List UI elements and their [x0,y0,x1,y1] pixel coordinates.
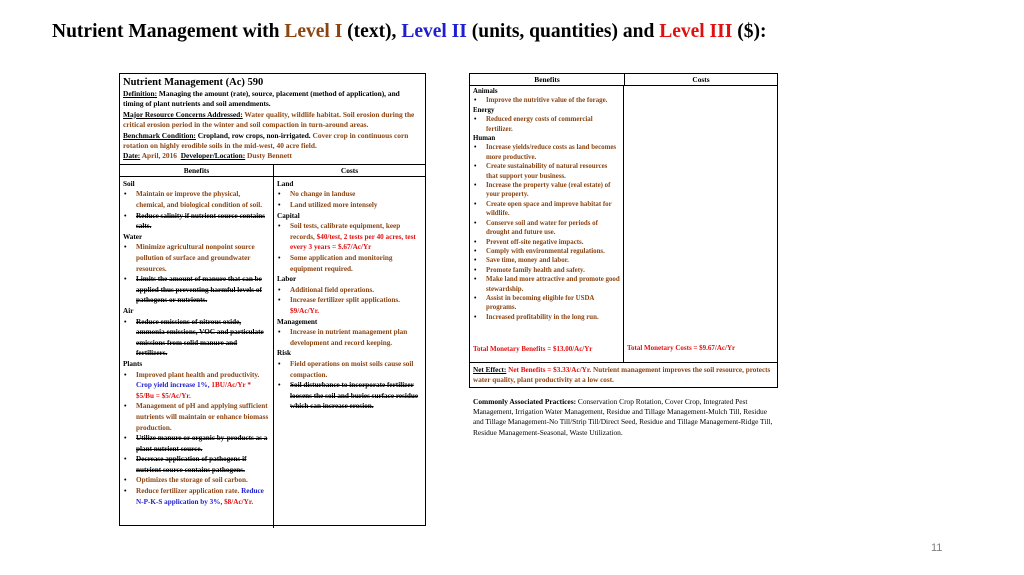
title-text: ($): [732,21,767,42]
practice-header [120,74,425,165]
list-item [277,295,422,316]
list-item: • Prevent off-site negative impacts. [473,238,620,247]
title-text: (units, quantities) and [466,21,660,42]
category-risk: Risk [277,349,291,358]
benchmark-label: Benchmark Condition: [123,130,196,140]
item-dollars: $40/test, 2 tests per 40 acres, test every 3 years = $.67/Ac/Yr [290,232,416,252]
item-text: Reduce fertilizer application rate. [136,487,240,496]
benchmark [123,131,422,152]
list-item: • Increase yields/reduce costs as land becomes more productive. [473,143,620,162]
list-item: • Assist in becoming eligible for USDA programs. [473,294,620,313]
list-item: • Promote family health and safety. [473,266,620,275]
item-dollars: $8/Ac/Yr. [224,497,254,506]
list-item: • Optimizes the storage of soil carbon. [123,475,270,486]
list-item: • Create sustainability of natural resources that support your business. [473,162,620,181]
definition-label: Definition: [123,89,158,98]
list-item: • Maintain or improve the physical, chemical, and biological condition of soil. [123,189,270,210]
list-item: • Additional field operations. [277,285,422,296]
list-item [123,486,270,507]
date-line [123,151,422,161]
level-3-label: Level III [659,21,733,42]
list-item: • Reduced energy costs of commercial fertilizer. [473,115,620,134]
developer-value: Dusty Bennett [245,151,292,161]
list-item: • Land utilized more intensely [277,200,422,211]
item-dollars: $9/Ac/Yr. [290,306,320,315]
list-item: • Increase the property value (real estate) of your property. [473,181,620,200]
net-effect [470,363,777,387]
category-energy: Energy [473,106,495,114]
benefits-header: Benefits [470,74,625,85]
costs-column [274,165,425,528]
list-item [123,370,270,402]
list-item: • Reduce emissions of nitrous oxide, ammonia emissions, VOC and particulate emissions from solid manure and fertilizers. [123,317,270,359]
costs-header: Costs [274,165,425,177]
category-animals: Animals [473,88,498,95]
list-item: • Increase in nutrient management plan development and record keeping. [277,327,422,348]
category-plants: Plants [123,359,143,368]
list-item: • Limits the amount of manure that can be applied thus preventing harmful levels of pathogens or nutrients. [123,274,270,306]
definition [123,89,422,110]
level-1-label: Level I [284,21,343,42]
title-text: Nutrient Management with [52,21,285,42]
date-value: April, 2016 [140,151,178,161]
total-benefits: Total Monetary Benefits = $13.00/Ac/Yr [473,345,593,353]
associated-text: Conservation Crop Rotation, Cover Crop, Integrated Pest Management, Irrigation Water Management, Residue and Tillage Management-Mulch Till, Residue and Tillage Management-No Till/Strip Till/Direct Seed, Residue and Tillage Management-Ridge Till, Residue Management-Seasonal, Waste Utilization. [473,397,773,437]
list-item: • Soil disturbance to incorporate fertilizer loosens the soil and buries surface residue which can increase erosion. [277,380,422,412]
list-item: • Improve the nutritive value of the forage. [473,96,620,105]
list-item: • Field operations on moist soils cause soil compaction. [277,359,422,380]
category-human: Human [473,135,496,143]
item-text: Improved plant health and productivity. [136,370,260,379]
practice-name: Nutrient Management (Ac) 590 [123,77,264,88]
category-labor: Labor [277,275,297,284]
benefits-column [120,165,274,528]
slide-title [52,21,766,43]
associated-practices [473,397,773,438]
category-management: Management [277,317,318,326]
concerns [123,110,422,131]
list-item: • Management of pH and applying sufficient nutrients will maintain or enhance biomass production. [123,401,270,433]
list-item: • Conserve soil and water for periods of drought and future use. [473,219,620,238]
item-text: Increase fertilizer split applications. [290,296,400,305]
list-item: • Some application and monitoring equipment required. [277,253,422,274]
item-dollars: 1BU/Ac/Yr * $5/Bu = $5/Ac/Yr. [136,381,252,400]
list-item: • Comply with environmental regulations. [473,247,620,256]
category-land: Land [277,179,294,188]
developer-label: Developer/Location: [180,151,246,161]
title-text: (text), [342,21,402,42]
list-item: • Minimize agricultural nonpoint source pollution of surface and groundwater resources. [123,242,270,274]
benefits-header: Benefits [120,165,273,177]
level-2-label: Level II [401,21,467,42]
list-item [277,221,422,253]
category-air: Air [123,306,134,315]
page-number: 11 [931,542,943,554]
list-item: • Utilize manure or organic by-products as a plant nutrient source. [123,433,270,454]
list-item: • No change in landuse [277,189,422,200]
date-label: Date: [123,151,141,161]
list-item: • Decrease application of pathogens if nutrient source contains pathogens. [123,454,270,475]
net-effect-text: Nutrient management improves the soil resource, protects water quality, plant productivity at a low cost. [473,366,771,384]
benchmark-text: Cropland, row crops, non-irrigated. [195,130,311,140]
benefits-cell [470,86,624,362]
category-soil: Soil [123,179,135,188]
concerns-label: Major Resource Concerns Addressed: [123,109,243,119]
list-item: • Create open space and improve habitat for wildlife. [473,200,620,219]
list-item: • Make land more attractive and promote good stewardship. [473,275,620,294]
concerns-text: Water quality, wildlife habitat. Soil erosion during the critical erosion period in the winter and soil compaction in turn-around areas. [123,109,415,130]
net-benefits-value: Net Benefits = $3.33/Ac/Yr. [506,366,592,374]
item-quantity: Crop yield increase 1%, [136,381,212,390]
total-costs: Total Monetary Costs = $9.67/Ac/Yr [627,344,736,352]
definition-text: Managing the amount (rate), source, placement (method of application), and timing of plant nutrients and soil amendments. [123,89,400,109]
costs-header: Costs [692,75,710,84]
list-item: • Reduce salinity if nutrient source contains salts. [123,211,270,232]
associated-label: Commonly Associated Practices: [473,397,577,406]
practice-card [119,73,426,526]
net-effect-label: Net Effect: [473,366,507,374]
costs-cell [624,86,777,362]
item-text: Soil tests, calibrate equipment, keep records, [290,222,401,241]
category-water: Water [123,232,143,241]
item-quantity: Reduce N-P-K-S application by 3%, [136,487,264,506]
category-capital: Capital [277,211,300,220]
list-item: • Save time, money and labor. [473,256,620,265]
benchmark-detail: Cover crop in continuous corn rotation on highly erodible soils in the mid-west, 40 acre field. [123,130,409,151]
list-item: • Increased profitability in the long run. [473,313,620,322]
human-benefits-list [473,143,620,322]
summary-table [469,73,778,388]
